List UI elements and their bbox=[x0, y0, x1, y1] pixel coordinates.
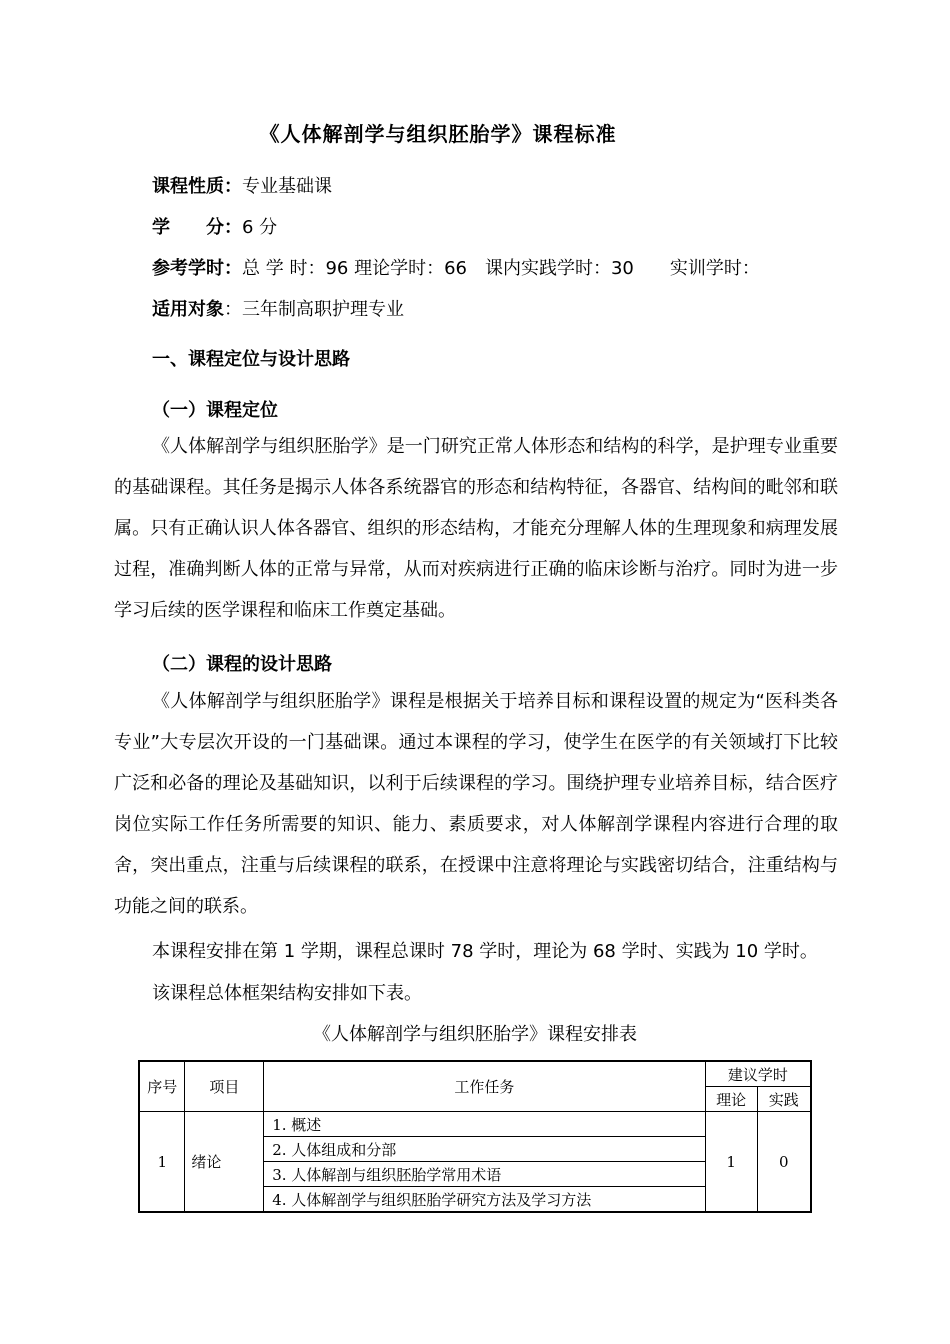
course-nature-value: 专业基础课 bbox=[242, 176, 332, 197]
course-nature bbox=[152, 172, 332, 198]
row-item: 绪论 bbox=[185, 1112, 264, 1213]
subsection-heading-positioning: （一）课程定位 bbox=[152, 400, 278, 421]
schedule-summary: 本课程安排在第 1 学期，课程总课时 78 学时，理论为 68 学时、实践为 10 学时。 bbox=[152, 941, 818, 962]
course-schedule-table bbox=[138, 1060, 812, 1213]
positioning-paragraph: 《人体解剖学与组织胚胎学》是一门研究正常人体形态和结构的科学，是护理专业重要的基础课程。其任务是揭示人体各系统器官的形态和结构特征，各器官、结构间的毗邻和联属。只有正确认识人体各器官、组织的形态结构，才能充分理解人体的生理现象和病理发展过程，准确判断人体的正常与异常，从而对疾病进行正确的临床诊断与治疗。同时为进一步学习后续的医学课程和临床工作奠定基础。 bbox=[114, 436, 838, 621]
course-target-value: ：三年制高职护理专业 bbox=[224, 299, 404, 320]
course-nature-label: 课程性质： bbox=[152, 176, 242, 197]
header-theory: 理论 bbox=[705, 1087, 757, 1112]
table-intro: 该课程总体框架结构安排如下表。 bbox=[152, 983, 422, 1004]
row-theory-hours: 1 bbox=[705, 1112, 757, 1213]
row-task: 3. 人体解剖与组织胚胎学常用术语 bbox=[264, 1162, 705, 1187]
design-paragraph: 《人体解剖学与组织胚胎学》课程是根据关于培养目标和课程设置的规定为“医科类各专业”大专层次开设的一门基础课。通过本课程的学习，使学生在医学的有关领域打下比较广泛和必备的理论及基础知识，以利于后续课程的学习。围绕护理专业培养目标，结合医疗岗位实际工作任务所需要的知识、能力、素质要求，对人体解剖学课程内容进行合理的取舍，突出重点，注重与后续课程的联系，在授课中注意将理论与实践密切结合，注重结构与功能之间的联系。 bbox=[114, 691, 838, 917]
table-row bbox=[139, 1112, 811, 1137]
course-hours bbox=[152, 254, 760, 280]
header-index: 序号 bbox=[139, 1061, 185, 1112]
subsection-heading-design: （二）课程的设计思路 bbox=[152, 654, 332, 675]
course-target-label: 适用对象 bbox=[152, 299, 224, 320]
course-hours-label: 参考学时： bbox=[152, 258, 242, 279]
document-title: 《人体解剖学与组织胚胎学》课程标准 bbox=[259, 122, 617, 146]
header-suggested-hours: 建议学时 bbox=[705, 1061, 811, 1087]
row-task: 1. 概述 bbox=[264, 1112, 705, 1137]
header-practice: 实践 bbox=[757, 1087, 811, 1112]
section-heading-positioning-design: 一、课程定位与设计思路 bbox=[152, 349, 350, 370]
course-credit-label: 学 分： bbox=[152, 217, 242, 238]
header-item: 项目 bbox=[185, 1061, 264, 1112]
course-credit bbox=[152, 213, 277, 239]
course-target bbox=[152, 295, 404, 321]
course-credit-value: 6 分 bbox=[242, 217, 278, 238]
course-hours-value: 总 学 时：96 理论学时：66 课内实践学时：30 实训学时： bbox=[242, 258, 760, 279]
row-practice-hours: 0 bbox=[757, 1112, 811, 1213]
row-index: 1 bbox=[139, 1112, 185, 1213]
row-task: 4. 人体解剖学与组织胚胎学研究方法及学习方法 bbox=[264, 1187, 705, 1213]
row-task: 2. 人体组成和分部 bbox=[264, 1137, 705, 1162]
table-caption: 《人体解剖学与组织胚胎学》课程安排表 bbox=[313, 1024, 637, 1045]
table-header-row bbox=[139, 1061, 811, 1087]
header-task: 工作任务 bbox=[264, 1061, 705, 1112]
